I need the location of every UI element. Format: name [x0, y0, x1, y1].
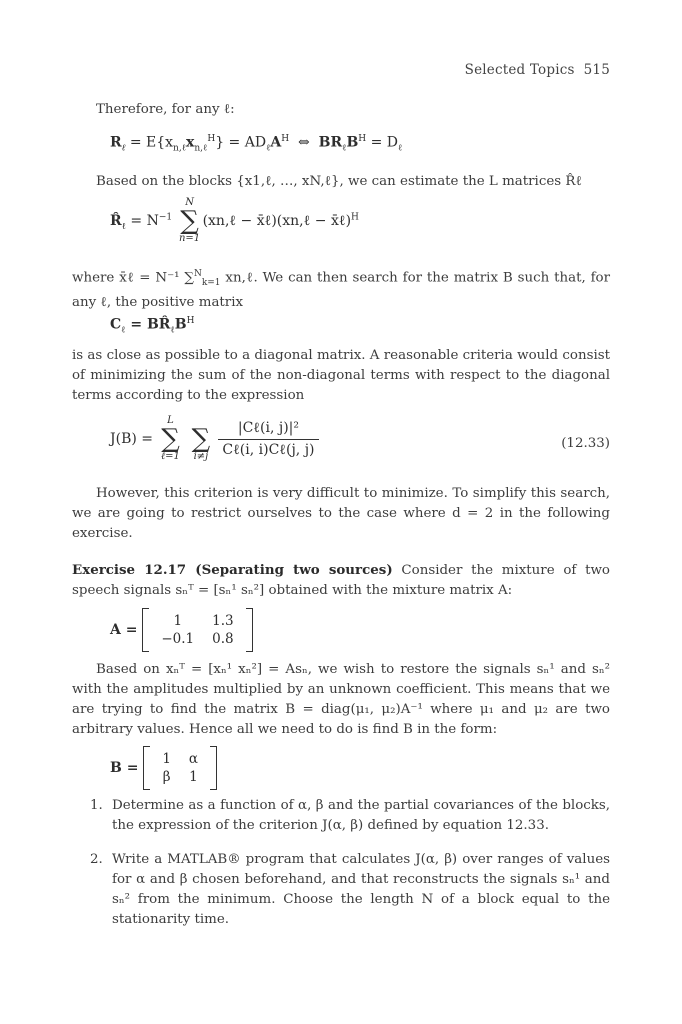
page-number: 515: [583, 62, 610, 78]
equation-number: (12.33): [561, 436, 610, 451]
sum-symbol: N ∑ n=1: [178, 197, 201, 244]
running-title: Selected Topics: [464, 62, 575, 78]
list-item: 2. Write a MATLAB® program that calculates J(α, β) over ranges of values for α and β chosen beforehand, and that reconstructs the signals sₙ¹ and sₙ² from the minimum. Choose the length N of a block equal to the stationarity time.: [90, 852, 610, 927]
sum-symbol-inner: ∑ i≠j: [191, 424, 211, 462]
where-text: where x̄ℓ = N⁻¹ ∑$^N_{k=1}$ xn,ℓ. We can then search for the matrix B such that, for any ℓ, the positive matrix: [72, 269, 610, 311]
sum-symbol-outer: L ∑ ℓ=1: [161, 415, 180, 462]
based-text: Based on xₙᵀ = [xₙ¹ xₙ²] = Asₙ, we wish to restore the signals sₙ¹ and sₙ² with the amplitudes multiplied by an unknown coefficient. This means that we are trying to find the matrix B = diag(μ₁, μ₂)A⁻¹ where μ₁ and μ₂ are two arbitrary values. Hence all we need to do is find B in the form:: [72, 662, 610, 737]
equation-positive-matrix: $C_\ell$ = $BR̂_\ell B^H$: [110, 316, 195, 336]
exercise-heading: Exercise 12.17 (Separating two sources): [72, 562, 393, 578]
exercise-text: Exercise 12.17 (Separating two sources) Consider the mixture of two speech signals sₙᵀ = [sₙ¹ sₙ²] obtained with the mixture matrix A:: [72, 562, 610, 598]
however-text: However, this criterion is very difficult to minimize. To simplify this search, we are going to restrict ourselves to the case where d = 2 in the following exercise.: [72, 486, 610, 541]
blocks-text: Based on the blocks {x1,ℓ, …, xN,ℓ}, we can estimate the L matrices R̂ℓ: [96, 174, 582, 189]
equation-covariance: $R_\ell = E\{x_{n,\ell}x_{n,\ell}^H\} = AD_\ell A^H$ ⇔ $BR_\ell B^H = D_\ell$: [110, 134, 403, 154]
running-head: [465, 62, 610, 78]
equation-criterion: J(B) = L ∑ ℓ=1 ∑ i≠j $\frac{\text{|Cℓ(i, j)|²}}{\text{Cℓ(i, i)Cℓ(j, j)}}$: [110, 416, 319, 462]
equation-estimate: $R̂_\ell = N^{-1}$ N ∑ n=1 (xn,ℓ − x̄ℓ)(xn,ℓ − x̄ℓ)$^H$: [110, 197, 359, 244]
diagonal-text: is as close as possible to a diagonal matrix. A reasonable criteria would consist of minimizing the sum of the non-diagonal terms with respect to the diagonal terms according to the expression: [72, 348, 610, 403]
criterion-fraction: $\frac{\text{|Cℓ(i, j)|²}}{\text{Cℓ(i, i)Cℓ(j, j)}}$: [218, 420, 318, 459]
matrix-b: B = 1 α β 1: [110, 750, 217, 786]
intro-text: Therefore, for any ℓ:: [96, 102, 235, 117]
matrix-a: A = 1 1.3 −0.1 0.8: [110, 612, 253, 648]
list-item: 1. Determine as a function of α, β and the partial covariances of the blocks, the expression of the criterion J(α, β) defined by equation 12.33.: [90, 798, 610, 833]
